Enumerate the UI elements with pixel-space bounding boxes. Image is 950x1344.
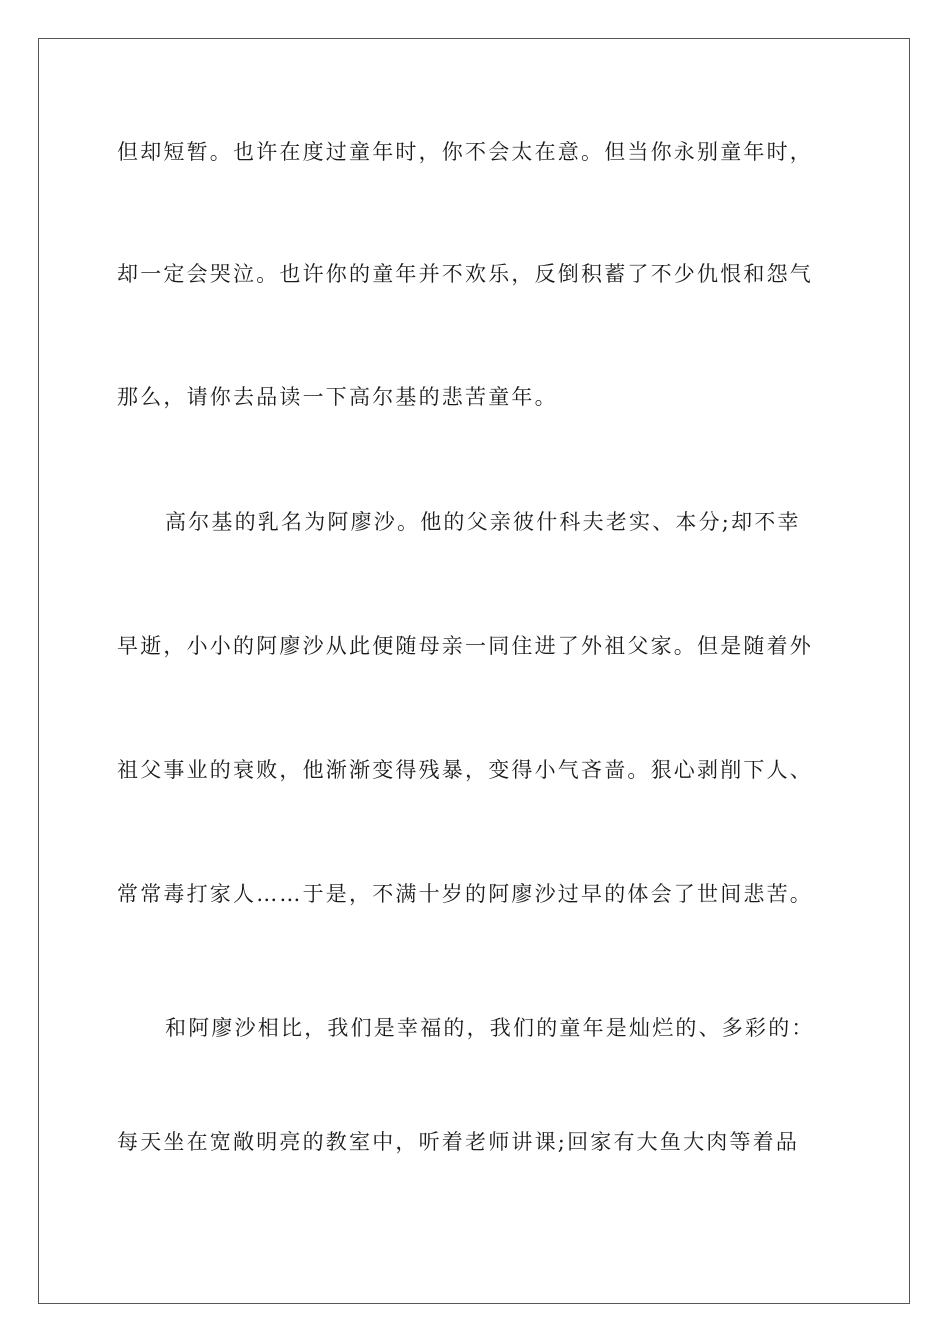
text-line-1: 但却短暂。也许在度过童年时，你不会太在意。但当你永别童年时， [117,140,813,164]
text-line-3: 那么，请你去品读一下高尔基的悲苦童年。 [117,385,558,409]
text-line-5: 早逝，小小的阿廖沙从此便随母亲一同住进了外祖父家。但是随着外 [117,634,813,658]
text-line-6: 祖父事业的衰败，他渐渐变得残暴，变得小气吝啬。狠心剥削下人、 [117,758,813,782]
text-line-8: 和阿廖沙相比，我们是幸福的，我们的童年是灿烂的、多彩的： [165,1016,815,1040]
text-line-2: 却一定会哭泣。也许你的童年并不欢乐，反倒积蓄了不少仇恨和怨气 [117,262,813,286]
text-line-7: 常常毒打家人……于是，不满十岁的阿廖沙过早的体会了世间悲苦。 [117,882,813,906]
page-border [38,38,910,1304]
text-line-9: 每天坐在宽敞明亮的教室中，听着老师讲课;回家有大鱼大肉等着品 [117,1130,800,1154]
text-line-4: 高尔基的乳名为阿廖沙。他的父亲彼什科夫老实、本分;却不幸 [165,510,801,534]
